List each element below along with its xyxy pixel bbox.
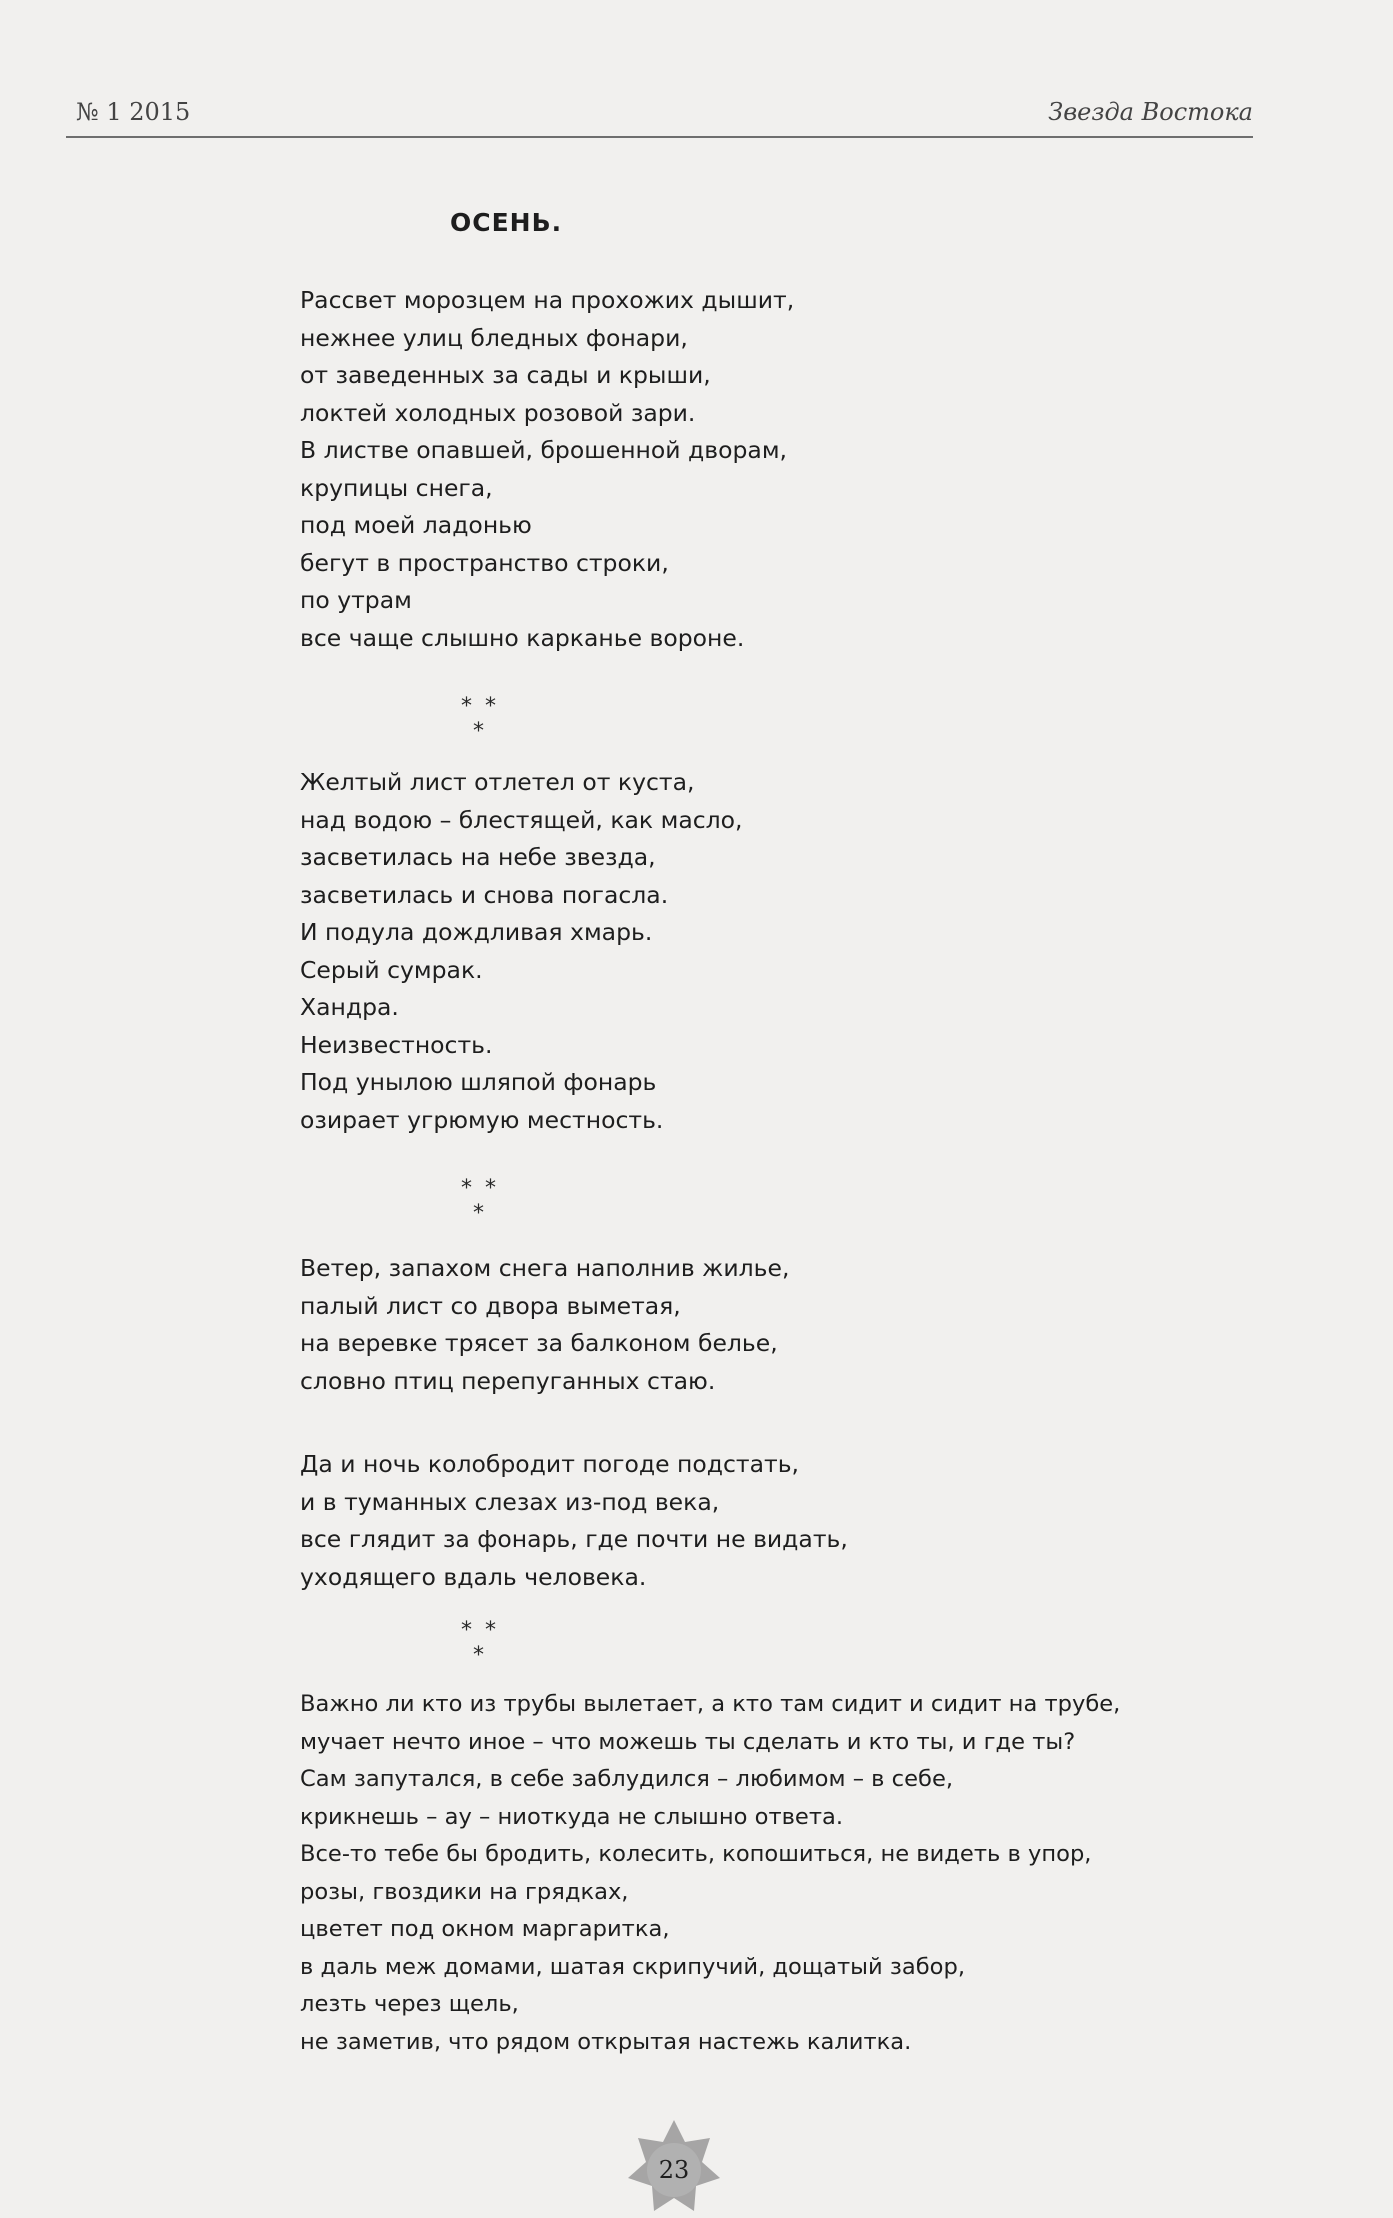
poem-line: по утрам [300,586,412,614]
stanza-separator: * * * [461,1176,499,1226]
issue-number: № 1 2015 [76,98,191,126]
journal-title: Звезда Востока [1048,98,1253,126]
stanza-4 [300,1446,1250,1596]
poem-line: И подула дождливая хмарь. [300,918,653,946]
poem-line: засветилась и снова погасла. [300,880,669,909]
poem-line: уходящего вдаль человека. [300,1562,647,1591]
poem-title: ОСЕНЬ. [450,208,563,237]
poem-line: палый лист со двора выметая, [300,1291,681,1320]
poem-line: озирает угрюмую местность. [300,1105,664,1134]
poem-line: под моей ладонью [300,511,532,539]
poem-line: в даль меж домами, шатая скрипучий, дощатый забор, [300,1953,966,1980]
poem-line: словно птиц перепуганных стаю. [300,1366,716,1395]
poem-line: Неизвестность. [300,1030,493,1059]
poem-line: розы, гвоздики на грядках, [300,1878,629,1905]
poem-line: засветилась на небе звезда, [300,843,656,871]
stanza-5 [300,1686,1250,2061]
poem-line: не заметив, что рядом открытая настежь калитка. [300,2028,912,2055]
stanza-2 [300,764,1250,1139]
poem-line: крупицы снега, [300,473,493,502]
poem-line: от заведенных за сады и крыши, [300,361,711,389]
poem-line: Да и ночь колобродит погоде подстать, [300,1450,800,1478]
stanza-3 [300,1250,1250,1400]
stanza-separator: * * * [461,694,499,744]
poem-line: над водою – блестящей, как масло, [300,805,743,834]
poem-line: Сам запутался, в себе заблудился – любимом – в себе, [300,1766,954,1792]
poem-line: мучает нечто иное – что можешь ты сделать и кто ты, и где ты? [300,1728,1076,1755]
poem-line: лезть через щель, [300,1991,519,2017]
poem-line: и в туманных слезах из-под века, [300,1487,720,1516]
poem-line: все чаще слышно карканье вороне. [300,623,745,652]
poem-line: Рассвет морозцем на прохожих дышит, [300,286,795,314]
poem-line: все глядит за фонарь, где почти не видать, [300,1525,848,1553]
stanza-1 [300,282,1250,657]
poem-line: цветет под окном маргаритка, [300,1916,670,1942]
poem-line: Серый сумрак. [300,955,483,984]
poem-line: на веревке трясет за балконом белье, [300,1329,778,1357]
poem-line: Все-то тебе бы бродить, колесить, копошиться, не видеть в упор, [300,1841,1092,1867]
poem-line: крикнешь – ау – ниоткуда не слышно ответа. [300,1803,844,1830]
poem-line: Желтый лист отлетел от куста, [300,768,695,796]
poem-line: локтей холодных розовой зари. [300,398,696,427]
page-number-badge [624,2116,724,2216]
page-number: 23 [658,2156,690,2184]
stanza-separator: * * * [461,1618,499,1668]
poem-line: В листве опавшей, брошенной дворам, [300,436,788,464]
poem-line: нежнее улиц бледных фонари, [300,323,688,352]
poem-line: бегут в пространство строки, [300,548,669,577]
poem-line: Важно ли кто из трубы вылетает, а кто там сидит и сидит на трубе, [300,1691,1121,1717]
page-header [66,96,1253,138]
poem-line: Хандра. [300,993,399,1021]
poem-line: Ветер, запахом снега наполнив жилье, [300,1254,790,1282]
poem-line: Под унылою шляпой фонарь [300,1068,657,1096]
